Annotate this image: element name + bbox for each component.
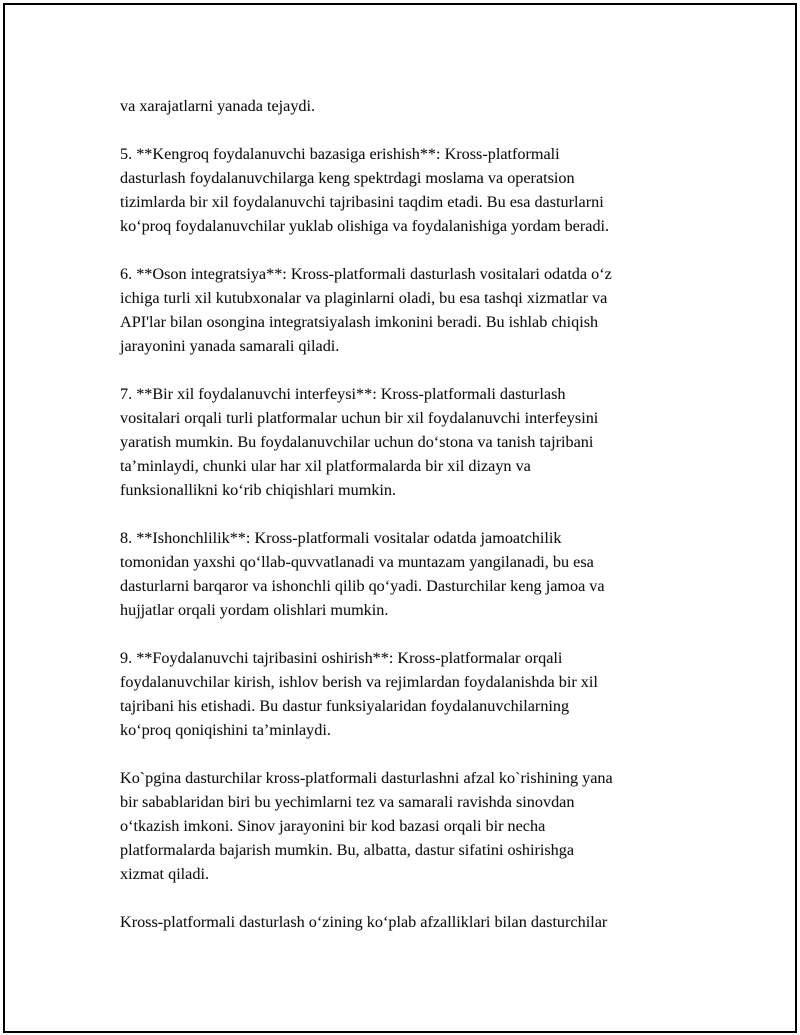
text-line: 6. **Oson integratsiya**: Kross-platformali dasturlash vositalari odatda o‘z [120,265,612,283]
text-line: o‘tkazish imkoni. Sinov jarayonini bir kod bazasi orqali bir necha [120,817,546,835]
text-line: ko‘proq foydalanuvchilar yuklab olishiga va foydalanishiga yordam beradi. [120,217,610,235]
text-line: va xarajatlarni yanada tejaydi. [120,97,316,115]
paragraph-item-8 [120,526,700,622]
text-line: Kross-platformali dasturlash o‘zining ko‘plab afzalliklari bilan dasturchilar [120,913,608,931]
text-line: 9. **Foydalanuvchi tajribasini oshirish**: Kross-platformalar orqali [120,649,563,667]
text-line: foydalanuvchilar kirish, ishlov berish va rejimlardan foydalanishda bir xil [120,673,598,691]
text-line: API'lar bilan osongina integratsiyalash imkonini beradi. Bu ishlab chiqish [120,313,599,331]
text-line: 5. **Kengroq foydalanuvchi bazasiga erishish**: Kross-platformali [120,145,560,163]
text-line: vositalari orqali turli platformalar uchun bir xil foydalanuvchi interfeysini [120,409,599,427]
paragraph-item-9 [120,646,700,742]
paragraph-item-7 [120,382,700,502]
text-line: tizimlarda bir xil foydalanuvchi tajribasini taqdim etadi. Bu esa dasturlarni [120,193,604,211]
document-page [3,3,797,1033]
text-line: 7. **Bir xil foydalanuvchi interfeysi**: Kross-platformali dasturlash [120,385,566,403]
text-line: funksionallikni ko‘rib chiqishlari mumkin. [120,481,397,499]
paragraph-item-6 [120,262,700,358]
text-line: ichiga turli xil kutubxonalar va plaginlarni oladi, bu esa tashqi xizmatlar va [120,289,608,307]
paragraph-testing [120,766,700,886]
text-line: bir sabablaridan biri bu yechimlarni tez va samarali ravishda sinovdan [120,793,575,811]
text-line: dasturlarni barqaror va ishonchli qilib qo‘yadi. Dasturchilar keng jamoa va [120,577,605,595]
paragraph-item-5 [120,142,700,238]
text-line: ko‘proq qoniqishini ta’minlaydi. [120,721,331,739]
text-line: platformalarda bajarish mumkin. Bu, albatta, dastur sifatini oshirishga [120,841,575,859]
text-line: hujjatlar orqali yordam olishlari mumkin. [120,601,389,619]
text-line: tomonidan yaxshi qo‘llab-quvvatlanadi va muntazam yangilanadi, bu esa [120,553,594,571]
paragraph-closing [120,910,700,934]
text-line: Ko`pgina dasturchilar kross-platformali dasturlashni afzal ko`rishining yana [120,769,613,787]
text-line: dasturlash foydalanuvchilarga keng spektrdagi moslama va operatsion [120,169,575,187]
text-line: 8. **Ishonchlilik**: Kross-platformali vositalar odatda jamoatchilik [120,529,562,547]
document-body [120,94,700,958]
text-line: jarayonini yanada samarali qiladi. [120,337,340,355]
text-line: ta’minlaydi, chunki ular har xil platformalarda bir xil dizayn va [120,457,531,475]
text-line: yaratish mumkin. Bu foydalanuvchilar uchun do‘stona va tanish tajribani [120,433,594,451]
text-line: tajribani his etishadi. Bu dastur funksiyalaridan foydalanuvchilarning [120,697,570,715]
text-line: xizmat qiladi. [120,865,210,883]
paragraph-intro-tail [120,94,700,118]
